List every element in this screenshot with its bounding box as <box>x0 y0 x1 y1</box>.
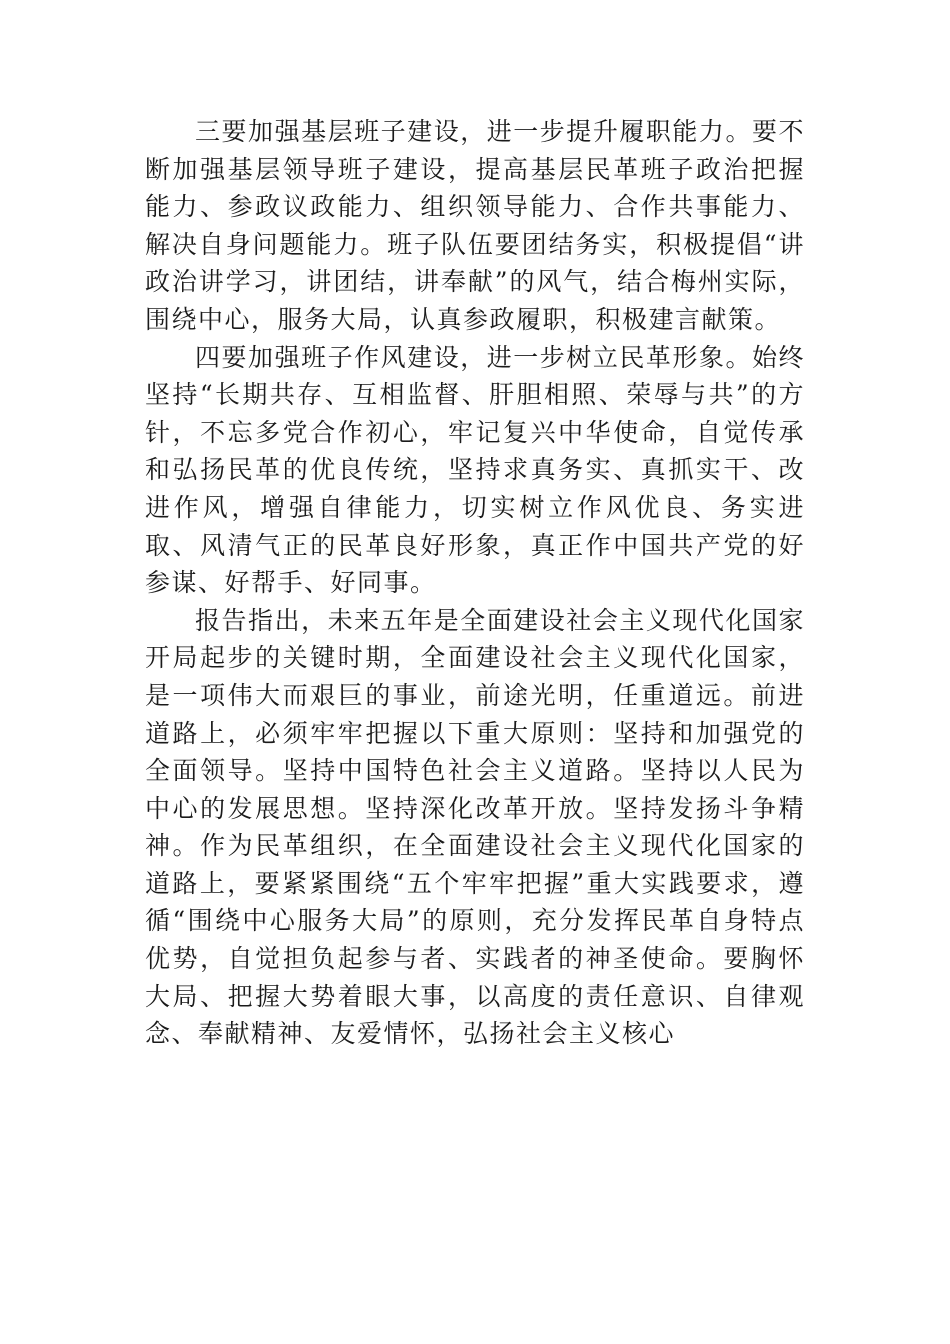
paragraph-2: 四要加强班子作风建设，进一步树立民革形象。始终坚持“长期共存、互相监督、肝胆相照、荣辱与共”的方针，不忘多党合作初心，牢记复兴中华使命，自觉传承和弘扬民革的优良传统，坚持求真务实、真抓实干、改进作风，增强自律能力，切实树立作风优良、务实进取、风清气正的民革良好形象，真正作中国共产党的好参谋、好帮手、好同事。 <box>145 342 805 598</box>
document-body <box>145 113 805 1053</box>
paragraph-3: 报告指出，未来五年是全面建设社会主义现代化国家开局起步的关键时期，全面建设社会主义现代化国家，是一项伟大而艰巨的事业，前途光明，任重道远。前进道路上，必须牢牢把握以下重大原则：坚持和加强党的全面领导。坚持中国特色社会主义道路。坚持以人民为中心的发展思想。坚持深化改革开放。坚持发扬斗争精神。作为民革组织，在全面建设社会主义现代化国家的道路上，要紧紧围绕“五个牢牢把握”重大实践要求，遵循“围绕中心服务大局”的原则，充分发挥民革自身特点优势，自觉担负起参与者、实践者的神圣使命。要胸怀大局、把握大势着眼大事，以高度的责任意识、自律观念、奉献精神、友爱情怀，弘扬社会主义核心 <box>145 605 805 1049</box>
paragraph-1: 三要加强基层班子建设，进一步提升履职能力。要不断加强基层领导班子建设，提高基层民革班子政治把握能力、参政议政能力、组织领导能力、合作共事能力、解决自身问题能力。班子队伍要团结务实，积极提倡“讲政治讲学习，讲团结，讲奉献”的风气，结合梅州实际，围绕中心，服务大局，认真参政履职，积极建言献策。 <box>145 117 805 334</box>
